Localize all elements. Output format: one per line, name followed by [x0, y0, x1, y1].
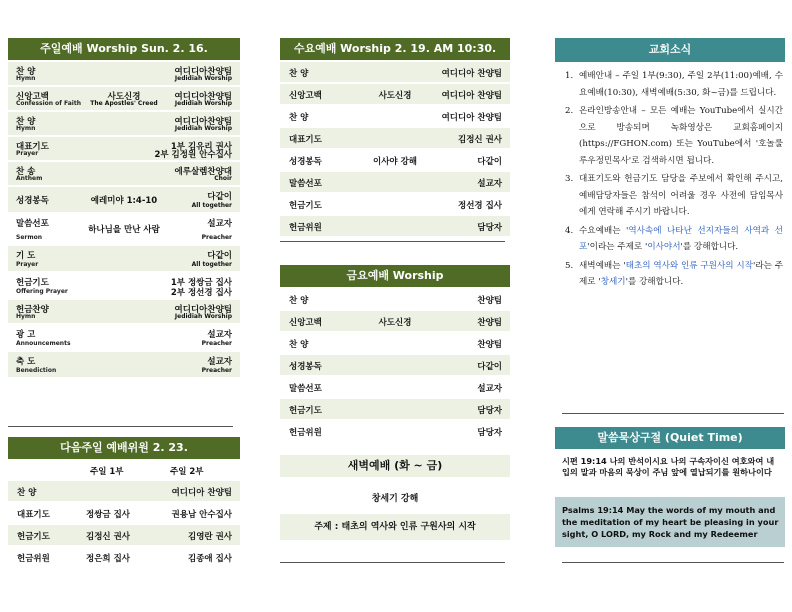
item-name: 찬 양	[289, 296, 309, 306]
role: 찬 양	[17, 488, 37, 498]
sunday-section	[8, 38, 240, 377]
item-leader: 설교자	[207, 219, 232, 229]
item-name: 헌금위원	[289, 223, 322, 233]
item-english: Prayer	[16, 150, 39, 157]
item-english: Confession of Faith	[16, 100, 81, 107]
item-leader-english: Jedidiah Worship	[174, 100, 232, 107]
item-leader-english: Choir	[214, 175, 232, 182]
item-content: 사도신경	[378, 91, 412, 101]
item-korean: 헌금기도	[16, 278, 49, 288]
sunday-row	[8, 62, 240, 85]
sunday-title: 주일예배 Worship Sun. 2. 16.	[8, 38, 240, 60]
news-text: 예배안내 – 주일 1부(9:30), 주일 2부(11:00)예배, 수요예배(10:30), 새벽예배(5:30, 화~금)를 드립니다.	[579, 71, 783, 98]
sunday-row	[8, 325, 240, 350]
second-service-person: 권용남 안수집사	[171, 510, 232, 520]
next-week-row	[8, 481, 240, 501]
item-name: 헌금위원	[289, 428, 322, 438]
news-item	[555, 223, 783, 256]
item-leader: 여디디아 찬양팀	[441, 91, 502, 101]
item-english: Hymn	[16, 125, 36, 132]
friday-row	[280, 421, 510, 441]
friday-row	[280, 377, 510, 397]
news-text: '를 강해합니다.	[625, 277, 684, 287]
news-text: 수요예배는 '	[579, 225, 629, 236]
wednesday-row	[280, 216, 510, 236]
friday-row	[280, 289, 510, 309]
item-leader: 담당자	[477, 223, 502, 233]
role: 헌금기도	[17, 532, 50, 542]
first-service-person: 정은희 집사	[86, 554, 131, 564]
divider	[280, 562, 505, 563]
wednesday-section	[280, 38, 510, 236]
item-leader: 에루살렘찬양대	[174, 167, 232, 177]
sunday-row	[8, 162, 240, 185]
role: 대표기도	[17, 510, 50, 520]
item-korean: 말씀선포	[16, 219, 49, 229]
friday-section	[280, 265, 510, 441]
item-leader: 1부 정쌍금 집사	[170, 278, 232, 288]
news-text: '이라는 주제로 '	[587, 242, 648, 252]
item-leader: 담당자	[477, 406, 502, 416]
item-leader: 김정신 권사	[457, 135, 502, 145]
dawn-section	[280, 455, 510, 540]
item-content: 예레미야 1:4-10	[90, 196, 158, 206]
wednesday-row	[280, 106, 510, 126]
sunday-row	[8, 352, 240, 377]
meditation-section	[555, 427, 785, 449]
item-english: Hymn	[16, 313, 36, 320]
item-leader-english: Preacher	[201, 340, 232, 347]
news-section	[555, 38, 785, 62]
wednesday-title: 수요예배 Worship 2. 19. AM 10:30.	[280, 38, 510, 60]
item-leader: 찬양팀	[477, 340, 502, 350]
item-leader: 다같이	[207, 251, 232, 261]
role: 헌금위원	[17, 554, 50, 564]
item-leader-english: Jedidiah Worship	[174, 313, 232, 320]
item-korean: 찬 양	[16, 117, 36, 127]
item-leader-english: Preacher	[201, 367, 232, 374]
item-name: 신앙고백	[289, 318, 322, 328]
next-week-section	[8, 437, 240, 567]
item-name: 찬 양	[289, 113, 309, 123]
item-name: 헌금기도	[289, 201, 322, 211]
item-name: 찬 양	[289, 340, 309, 350]
divider	[562, 413, 784, 414]
item-leader: 설교자	[477, 179, 502, 189]
item-name: 대표기도	[289, 135, 322, 145]
next-week-row	[8, 525, 240, 545]
divider	[280, 241, 505, 242]
divider	[562, 562, 784, 563]
friday-row	[280, 355, 510, 375]
news-text: 온라인방송안내 – 모든 예배는 YouTube에서 실시간으로 방송되며 녹화영상은 교회홈페이지(https://FGHON.com) 또는 YouTube에서 '호놀룰루우정민목사'로 검색하시면 됩니다.	[579, 106, 783, 166]
dawn-subject: 창세기 강해	[371, 494, 419, 504]
item-leader: 여디디아찬양팀	[174, 67, 232, 77]
item-korean: 성경봉독	[16, 196, 49, 206]
second-service-person: 김영란 권사	[187, 532, 232, 542]
sunday-order-list	[8, 62, 240, 377]
verse-english: Psalms 19:14 May the words of my mouth and the meditation of my heart be pleasing in your sight, O LORD, my Rock and my Redeemer	[555, 497, 785, 547]
item-content: 사도신경	[107, 92, 141, 102]
item-leader-english: Jedidiah Worship	[174, 125, 232, 132]
item-leader: 여디디아 찬양팀	[441, 113, 502, 123]
item-korean: 신앙고백	[16, 92, 49, 102]
item-name: 성경봉독	[289, 157, 322, 167]
item-leader-english: Preacher	[201, 234, 232, 241]
second-service-person: 김종애 집사	[187, 554, 232, 564]
news-text: 태초의 역사와 인류 구원사의 시작	[625, 260, 753, 271]
col-first-service: 주일 1부	[90, 467, 124, 477]
dawn-title: 새벽예배 (화 ~ 금)	[280, 455, 510, 477]
item-leader: 1부 김유리 권사	[170, 142, 232, 152]
item-leader: 여디디아찬양팀	[174, 117, 232, 127]
wednesday-row	[280, 84, 510, 104]
item-korean: 찬 송	[16, 167, 36, 177]
item-leader-english: All together	[191, 261, 232, 268]
item-leader: 설교자	[207, 357, 232, 367]
item-content-english: The Apostles' Creed	[90, 100, 158, 107]
news-number: 5.	[565, 260, 574, 271]
news-list	[555, 68, 783, 293]
col-second-service: 주일 2부	[170, 467, 204, 477]
wednesday-row	[280, 150, 510, 170]
next-week-row	[8, 547, 240, 567]
sunday-row	[8, 214, 240, 244]
sunday-row	[8, 137, 240, 160]
item-english: Anthem	[16, 175, 43, 182]
news-text: 창세기	[600, 277, 626, 287]
wednesday-row	[280, 62, 510, 82]
item-leader: 다같이	[477, 362, 502, 372]
item-english: Offering Prayer	[16, 288, 68, 295]
item-leader: 여디디아 찬양팀	[441, 69, 502, 79]
wednesday-row	[280, 172, 510, 192]
sunday-row	[8, 87, 240, 110]
dawn-theme: 주제 : 태초의 역사와 인류 구원사의 시작	[280, 514, 510, 540]
friday-title: 금요예배 Worship	[280, 265, 510, 287]
item-name: 성경봉독	[289, 362, 322, 372]
item-leader: 다같이	[207, 192, 232, 202]
sunday-row	[8, 273, 240, 298]
sunday-row	[8, 300, 240, 323]
item-leader: 담당자	[477, 428, 502, 438]
news-text: 대표기도와 헌금기도 담당을 주보에서 확인해 주시고, 예배담당자들은 참석이 어려울 경우 사전에 담임목사에게 연락해 주시기 바랍니다.	[579, 174, 783, 217]
item-korean: 기 도	[16, 251, 36, 261]
news-item	[555, 171, 783, 221]
news-text: 새벽예배는 '	[579, 260, 626, 271]
item-korean: 대표기도	[16, 142, 49, 152]
item-english: Sermon	[16, 234, 42, 241]
news-item	[555, 258, 783, 291]
item-leader-second: 2부 김정원 안수집사	[154, 150, 232, 160]
wednesday-row	[280, 128, 510, 148]
news-text: '를 강해합니다.	[680, 242, 739, 252]
sunday-row	[8, 187, 240, 212]
item-leader: 여디디아찬양팀	[174, 92, 232, 102]
news-number: 2.	[565, 106, 574, 116]
item-content: 사도신경	[378, 318, 412, 328]
meditation-title: 말씀묵상구절 (Quiet Time)	[555, 427, 785, 449]
item-english: Announcements	[16, 340, 71, 347]
item-name: 찬 양	[289, 69, 309, 79]
item-english: Prayer	[16, 261, 39, 268]
item-leader: 다같이	[477, 157, 502, 167]
divider	[8, 426, 233, 427]
item-leader: 여디디아찬양팀	[174, 305, 232, 315]
next-week-list	[8, 481, 240, 567]
friday-row	[280, 311, 510, 331]
news-title: 교회소식	[555, 38, 785, 62]
first-service-person: 김정신 권사	[86, 532, 131, 542]
item-english: Hymn	[16, 75, 36, 82]
item-name: 말씀선포	[289, 384, 322, 394]
friday-row	[280, 399, 510, 419]
item-korean: 헌금찬양	[16, 305, 49, 315]
wednesday-order-list	[280, 62, 510, 236]
item-content: 하나님을 만난 사람	[88, 225, 160, 235]
next-week-row	[8, 503, 240, 523]
item-leader-english: Jedidiah Worship	[174, 75, 232, 82]
news-number: 3.	[565, 174, 574, 184]
item-content: 이사야 강해	[372, 157, 418, 167]
item-leader: 정선경 집사	[457, 201, 502, 211]
sunday-row	[8, 246, 240, 271]
wednesday-row	[280, 194, 510, 214]
news-item	[555, 103, 783, 169]
news-number: 1.	[565, 71, 574, 81]
friday-row	[280, 333, 510, 353]
friday-order-list	[280, 289, 510, 441]
news-item	[555, 68, 783, 101]
item-english: Benediction	[16, 367, 57, 374]
first-service-person: 정쌍금 집사	[86, 510, 131, 520]
news-text: 이사야서	[647, 242, 681, 252]
item-korean: 광 고	[16, 330, 36, 340]
item-leader: 설교자	[207, 330, 232, 340]
verse-korean: 시편 19:14 나의 반석이시요 나의 구속자이신 여호와여 내 입의 말과 마음의 묵상이 주님 앞에 열납되기를 원하나이다	[562, 456, 775, 477]
item-name: 헌금기도	[289, 406, 322, 416]
news-text: 역사속에 나타난 선지자들의 사역과 선포	[579, 225, 783, 252]
news-text: '라는 주제로 '	[579, 260, 784, 287]
second-service-person: 여디디아 찬양팀	[171, 488, 232, 498]
item-leader: 찬양팀	[477, 318, 502, 328]
item-korean: 찬 양	[16, 67, 36, 77]
news-number: 4.	[565, 225, 574, 236]
next-week-header-row	[8, 461, 240, 479]
item-name: 신앙고백	[289, 91, 322, 101]
next-week-title: 다음주일 예배위원 2. 23.	[8, 437, 240, 459]
sunday-row	[8, 112, 240, 135]
item-korean: 축 도	[16, 357, 36, 367]
item-leader: 찬양팀	[477, 296, 502, 306]
item-name: 말씀선포	[289, 179, 322, 189]
item-leader: 설교자	[477, 384, 502, 394]
item-leader-english: All together	[191, 202, 232, 209]
item-leader-second: 2부 정선경 집사	[170, 288, 232, 298]
